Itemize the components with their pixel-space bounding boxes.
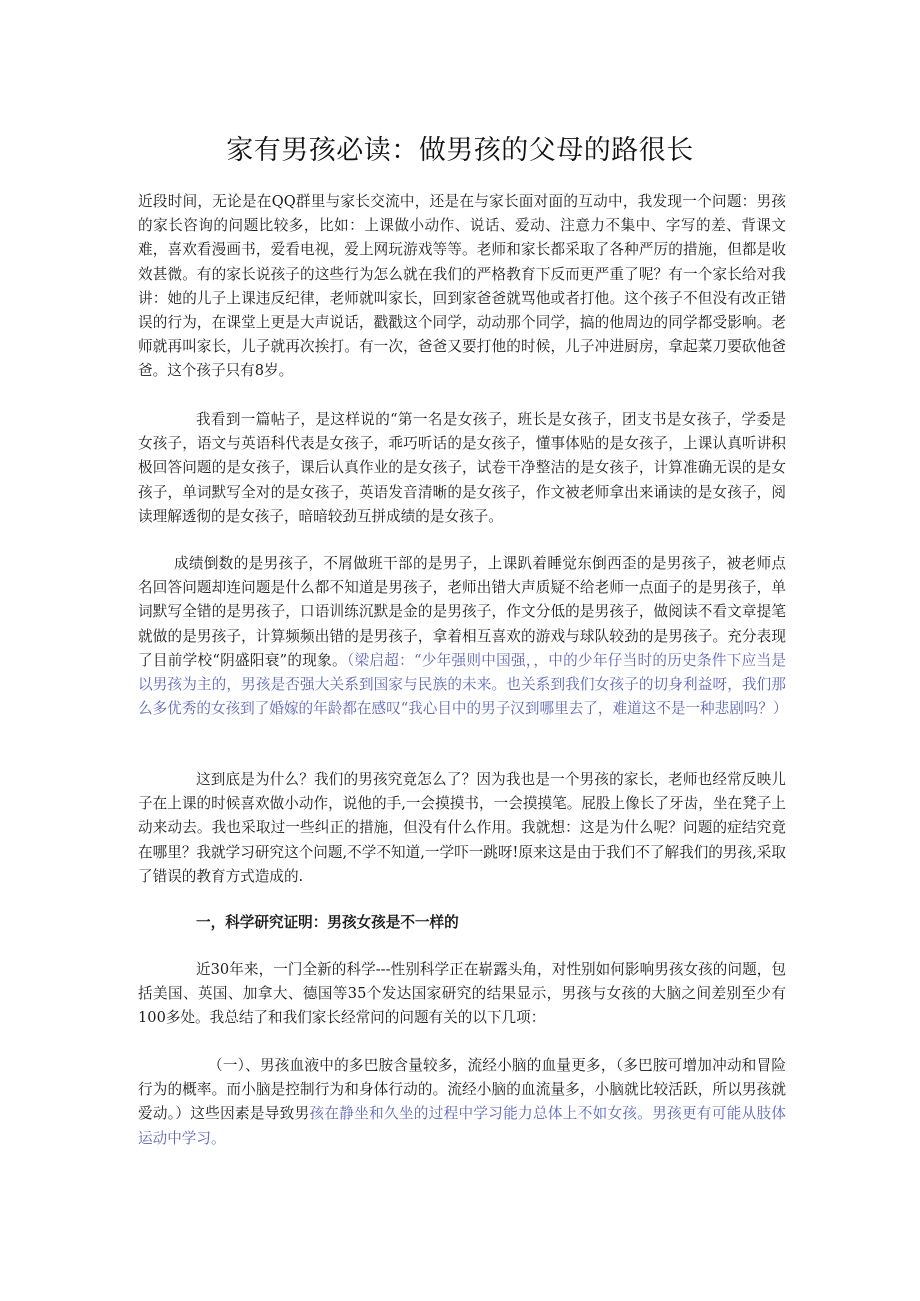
paragraph-1: 近段时间，无论是在QQ群里与家长交流中，还是在与家长面对面的互动中，我发现一个问题：男孩的家长咨询的问题比较多，比如：上课做小动作、说话、爱动、注意力不集中、字写的差、背课文难，喜欢看漫画书，爱看电视，爱上网玩游戏等等。老师和家长都采取了各种严厉的措施，但都是收效甚微。有的家长说孩子的这些行为怎么就在我们的严格教育下反而更严重了呢？有一个家长给对我讲：她的儿子上课违反纪律，老师就叫家长，回到家爸爸就骂他或者打他。这个孩子不但没有改正错误的行为，在课堂上更是大声说话，戳戳这个同学，动动那个同学，搞的他周边的同学都受影响。老师就再叫家长，儿子就再次挨打。有一次，爸爸又要打他的时候，儿子冲进厨房，拿起菜刀要砍他爸爸。这个孩子只有8岁。 [138,193,786,380]
section-heading-1: 一，科学研究证明：男孩女孩是不一样的 [196,914,459,931]
paragraph-6-highlight: 孩在静坐和久坐的过程中学习能力总体上不如女孩。男孩更有可能从肢体运动中学习。 [138,1105,786,1147]
paragraph-3-main: 成绩倒数的是男孩子，不屑做班干部的是男子，上课趴着睡觉东倒西歪的是男孩子，被老师点名回答问题却连问题是什么都不知道是男孩子，老师出错大声质疑不给老师一点面子的是男孩子，单词默写全错的是男孩子，口语训练沉默是金的是男孩子，作文分低的是男孩子，做阅读不看文章提笔就做的是男孩子，计算频频出错的是男孩子，拿着相互喜欢的游戏与球队较劲的是男孩子。充分表现了目前学校“阴盛阳衰”的现象。 [138,555,786,669]
paragraph-6 [138,1054,786,1151]
document-title: 家有男孩必读：做男孩的父母的路很长 [226,135,694,166]
paragraph-4: 这到底是为什么？我们的男孩究竟怎么了？因为我也是一个男孩的家长，老师也经常反映儿子在上课的时候喜欢做小动作，说他的手,一会摸摸书，一会摸摸笔。屁股上像长了牙齿，坐在凳子上动来动去。我也采取过一些纠正的措施，但没有什么作用。我就想：这是为什么呢？问题的症结究竟在哪里？我就学习研究这个问题,不学不知道,一学吓一跳呀!原来这是由于我们不了解我们的男孩,采取了错误的教育方式造成的. [138,771,786,885]
paragraph-6-main: （一）、男孩血液中的多巴胺含量较多，流经小脑的血量更多，（多巴胺可增加冲动和冒险行为的概率。而小脑是控制行为和身体行动的。流经小脑的血流量多，小脑就比较活跃，所以男孩就爱动。）这些因素是导致男 [138,1057,786,1123]
paragraph-2: 我看到一篇帖子，是这样说的“第一名是女孩子，班长是女孩子，团支书是女孩子，学委是女孩子，语文与英语科代表是女孩子，乖巧听话的是女孩子，懂事体贴的是女孩子，上课认真听讲积极回答问题的是女孩子，课后认真作业的是女孩子，试卷干净整洁的是女孩子，计算准确无误的是女孩子，单词默写全对的是女孩子，英语发音清晰的是女孩子，作文被老师拿出来诵读的是女孩子，阅读理解透彻的是女孩子，暗暗较劲互拼成绩的是女孩子。 [138,411,786,525]
paragraph-3 [138,552,786,721]
paragraph-5: 近30年来，一门全新的科学---性别科学正在崭露头角，对性别如何影响男孩女孩的问题，包括美国、英国、加拿大、德国等35个发达国家研究的结果显示，男孩与女孩的大脑之间差别至少有100多处。我总结了和我们家长经常问的问题有关的以下几项： [138,961,786,1027]
paragraph-3-quote: （梁启超：“少年强则中国强，，中的少年仔当时的历史条件下应当是以男孩为主的，男孩是否强大关系到国家与民族的未来。也关系到我们女孩子的切身利益呀，我们那么多优秀的女孩到了婚嫁的年龄都在感叹“我心目中的男子汉到哪里去了，难道这不是一种悲剧吗？） [138,651,788,718]
